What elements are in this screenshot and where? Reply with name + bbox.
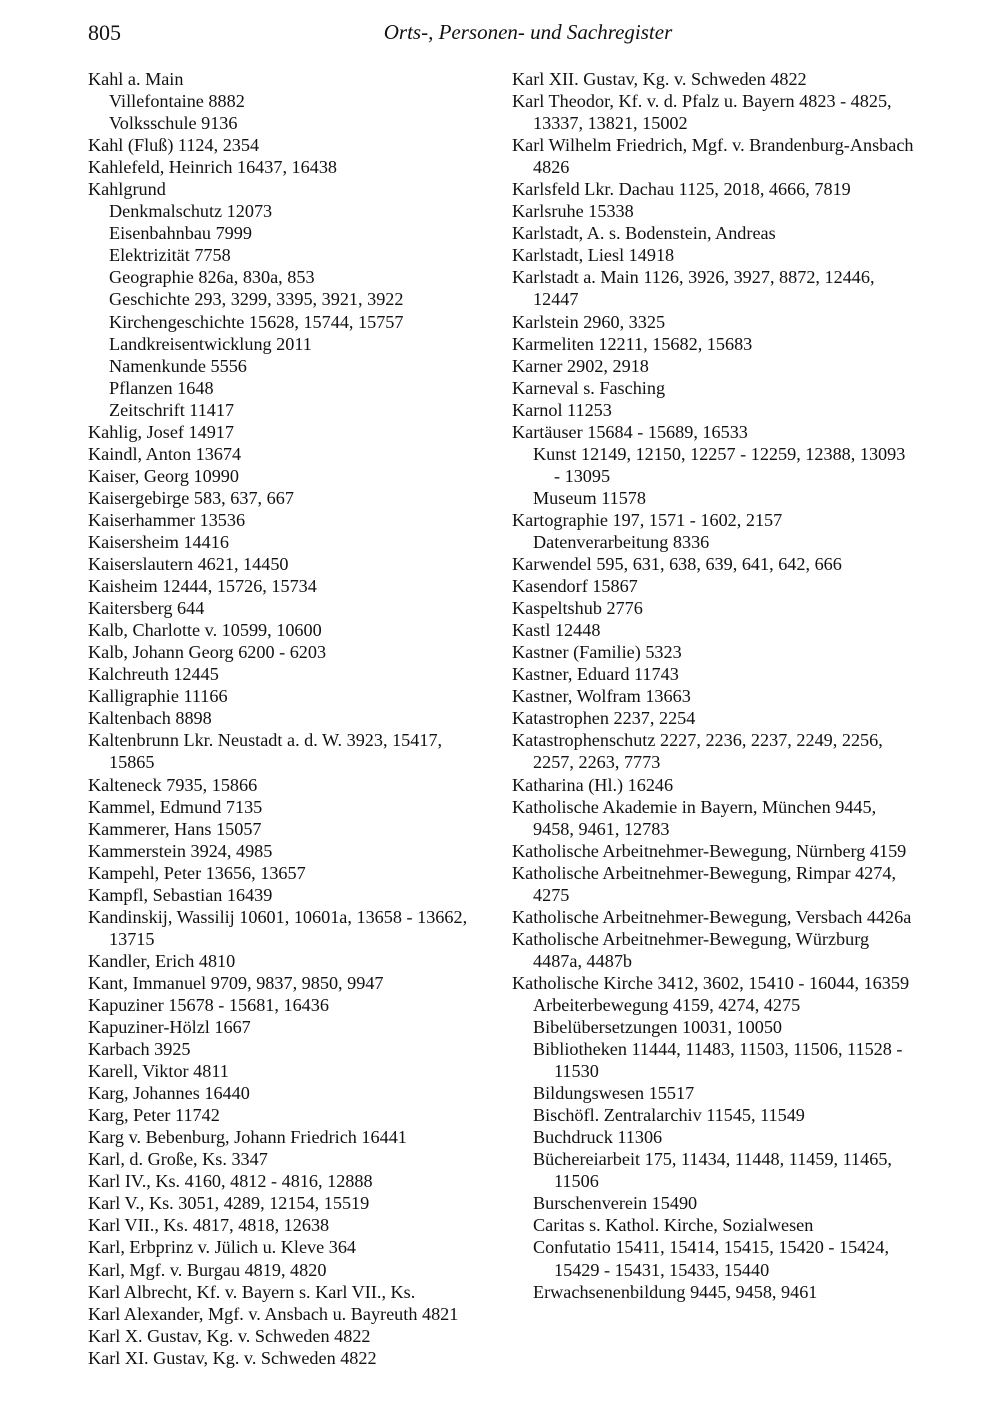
index-entry: Kaisergebirge 583, 637, 667 [88,487,294,508]
index-entry: Kant, Immanuel 9709, 9837, 9850, 9947 [88,972,384,993]
index-entry: Karg v. Bebenburg, Johann Friedrich 16441 [88,1127,407,1148]
index-entry: Kahl a. Main [88,69,184,89]
index-subentry: Pflanzen 1648 [109,377,214,398]
index-subentry: Büchereiarbeit 175, 11434, 11448, 11459, 11465, 11506 [533,1149,892,1192]
index-entry: Kaiserhammer 13536 [88,509,246,530]
index-entry: Katholische Arbeitnehmer-Bewegung, Versbach 4426a [512,906,912,927]
index-entry: Katastrophenschutz 2227, 2236, 2237, 2249, 2256, 2257, 2263, 7773 [512,730,883,773]
index-subentry: Burschenverein 15490 [533,1193,698,1214]
index-entry: Kalligraphie 11166 [88,686,228,707]
page-number: 805 [88,20,121,45]
index-entry: Kammerstein 3924, 4985 [88,840,273,861]
index-subentry: Bischöfl. Zentralarchiv 11545, 11549 [533,1105,805,1126]
index-column-right [512,68,914,1303]
index-entry: Kapuziner 15678 - 15681, 16436 [88,994,329,1015]
index-subentry: Kirchengeschichte 15628, 15744, 15757 [109,311,404,332]
index-subentry: Museum 11578 [533,487,646,508]
index-subentry: Bibliotheken 11444, 11483, 11503, 11506, 11528 - 11530 [533,1039,903,1082]
index-entry: Kastl 12448 [512,620,601,641]
index-entry: Kastner, Wolfram 13663 [512,686,691,707]
index-subentry: Arbeiterbewegung 4159, 4274, 4275 [533,994,801,1015]
index-subentry: Caritas s. Kathol. Kirche, Sozialwesen [533,1215,814,1236]
index-entry: Karl V., Ks. 3051, 4289, 12154, 15519 [88,1193,370,1214]
index-entry: Kalb, Charlotte v. 10599, 10600 [88,620,322,641]
index-subentry: Namenkunde 5556 [109,355,247,376]
running-title: Orts-, Personen- und Sachregister [383,20,673,44]
index-entry: Kandinskij, Wassilij 10601, 10601a, 13658 - 13662, 13715 [88,906,468,949]
index-entry: Kampehl, Peter 13656, 13657 [88,862,306,883]
index-entry: Karl IV., Ks. 4160, 4812 - 4816, 12888 [88,1171,373,1192]
index-entry: Kampfl, Sebastian 16439 [88,884,273,905]
index-entry: Kahlgrund [88,179,166,200]
index-subentry: Eisenbahnbau 7999 [109,223,252,244]
index-subentry: Zeitschrift 11417 [109,399,235,420]
index-entry: Karl X. Gustav, Kg. v. Schweden 4822 [88,1325,371,1346]
index-entry: Katholische Kirche 3412, 3602, 15410 - 16044, 16359 [512,972,910,993]
index-entry: Karl, Erbprinz v. Jülich u. Kleve 364 [88,1237,357,1258]
index-entry: Katholische Arbeitnehmer-Bewegung, Rimpar 4274, 4275 [512,862,897,905]
index-entry: Kaspeltshub 2776 [512,598,643,619]
index-entry: Katharina (Hl.) 16246 [512,774,674,795]
index-entry: Kaisersheim 14416 [88,531,229,552]
index-entry: Kastner, Eduard 11743 [512,664,679,685]
index-entry: Karwendel 595, 631, 638, 639, 641, 642, 666 [512,554,842,575]
index-entry: Karl Alexander, Mgf. v. Ansbach u. Bayreuth 4821 [88,1303,459,1324]
index-entry: Karl XII. Gustav, Kg. v. Schweden 4822 [512,69,807,89]
index-entry: Karell, Viktor 4811 [88,1061,229,1082]
index-entry: Kalchreuth 12445 [88,664,219,685]
index-entry: Kahl (Fluß) 1124, 2354 [88,135,260,156]
index-entry: Kaitersberg 644 [88,598,205,619]
index-entry: Karlstein 2960, 3325 [512,311,666,332]
index-entry: Karl Wilhelm Friedrich, Mgf. v. Brandenburg-Ansbach 4826 [512,135,914,178]
index-entry: Karl, Mgf. v. Burgau 4819, 4820 [88,1259,327,1280]
index-entry: Katholische Akademie in Bayern, München 9445, 9458, 9461, 12783 [512,796,877,839]
index-subentry: Geschichte 293, 3299, 3395, 3921, 3922 [109,289,404,310]
index-entry: Kalteneck 7935, 15866 [88,774,258,795]
index-subentry: Confutatio 15411, 15414, 15415, 15420 - 15424, 15429 - 15431, 15433, 15440 [533,1237,889,1280]
index-subentry: Erwachsenenbildung 9445, 9458, 9461 [533,1281,818,1302]
index-entry: Karlstadt, Liesl 14918 [512,245,675,266]
index-subentry: Volksschule 9136 [109,113,238,134]
index-entry: Kahlig, Josef 14917 [88,421,234,442]
index-entry: Kaindl, Anton 13674 [88,443,242,464]
index-entry: Kartographie 197, 1571 - 1602, 2157 [512,509,783,530]
index-subentry: Denkmalschutz 12073 [109,201,273,222]
index-entry: Karl XI. Gustav, Kg. v. Schweden 4822 [88,1347,377,1368]
index-entry: Karner 2902, 2918 [512,355,649,376]
index-entry: Karg, Johannes 16440 [88,1083,250,1104]
index-subentry: Villefontaine 8882 [109,91,245,112]
index-subentry: Bibelübersetzungen 10031, 10050 [533,1017,783,1038]
index-entry: Kandler, Erich 4810 [88,950,236,971]
index-entry: Kammerer, Hans 15057 [88,818,262,839]
index-entry: Karl VII., Ks. 4817, 4818, 12638 [88,1215,330,1236]
index-entry: Kaisheim 12444, 15726, 15734 [88,576,317,597]
index-entry: Kaiserslautern 4621, 14450 [88,554,289,575]
index-subentry: Datenverarbeitung 8336 [533,531,710,552]
index-entry: Karg, Peter 11742 [88,1105,220,1126]
index-entry: Kaltenbach 8898 [88,708,212,729]
index-entry: Kartäuser 15684 - 15689, 16533 [512,421,748,442]
index-entry: Kapuziner-Hölzl 1667 [88,1017,251,1038]
index-entry: Kaltenbrunn Lkr. Neustadt a. d. W. 3923, 15417, 15865 [88,730,443,773]
index-entry: Kahlefeld, Heinrich 16437, 16438 [88,157,338,178]
index-entry: Kasendorf 15867 [512,576,638,597]
index-entry: Karnol 11253 [512,399,612,420]
index-entry: Karbach 3925 [88,1039,191,1060]
page-header [88,20,968,50]
index-entry: Kammel, Edmund 7135 [88,796,263,817]
index-entry: Kalb, Johann Georg 6200 - 6203 [88,642,327,663]
index-entry: Karlstadt a. Main 1126, 3926, 3927, 8872, 12446, 12447 [512,267,875,310]
index-subentry: Bildungswesen 15517 [533,1083,695,1104]
index-entry: Kaiser, Georg 10990 [88,465,239,486]
index-entry: Kastner (Familie) 5323 [512,642,682,663]
index-entry: Katastrophen 2237, 2254 [512,708,696,729]
index-entry: Karl Albrecht, Kf. v. Bayern s. Karl VII., Ks. [88,1281,416,1302]
index-column-left [88,68,486,1369]
index-entry: Karlstadt, A. s. Bodenstein, Andreas [512,223,776,244]
index-entry: Karlsruhe 15338 [512,201,634,222]
index-entry: Karmeliten 12211, 15682, 15683 [512,333,753,354]
index-entry: Karlsfeld Lkr. Dachau 1125, 2018, 4666, 7819 [512,179,851,200]
index-entry: Karl Theodor, Kf. v. d. Pfalz u. Bayern 4823 - 4825, 13337, 13821, 15002 [512,91,892,134]
index-subentry: Elektrizität 7758 [109,245,231,266]
index-entry: Karneval s. Fasching [512,377,666,398]
index-entry: Katholische Arbeitnehmer-Bewegung, Nürnberg 4159 [512,840,907,861]
index-entry: Katholische Arbeitnehmer-Bewegung, Würzburg 4487a, 4487b [512,928,870,971]
index-subentry: Landkreisentwicklung 2011 [109,333,312,354]
index-subentry: Geographie 826a, 830a, 853 [109,267,315,288]
index-subentry: Buchdruck 11306 [533,1127,663,1148]
index-subentry: Kunst 12149, 12150, 12257 - 12259, 12388, 13093 - 13095 [533,443,906,486]
index-entry: Karl, d. Große, Ks. 3347 [88,1149,268,1170]
